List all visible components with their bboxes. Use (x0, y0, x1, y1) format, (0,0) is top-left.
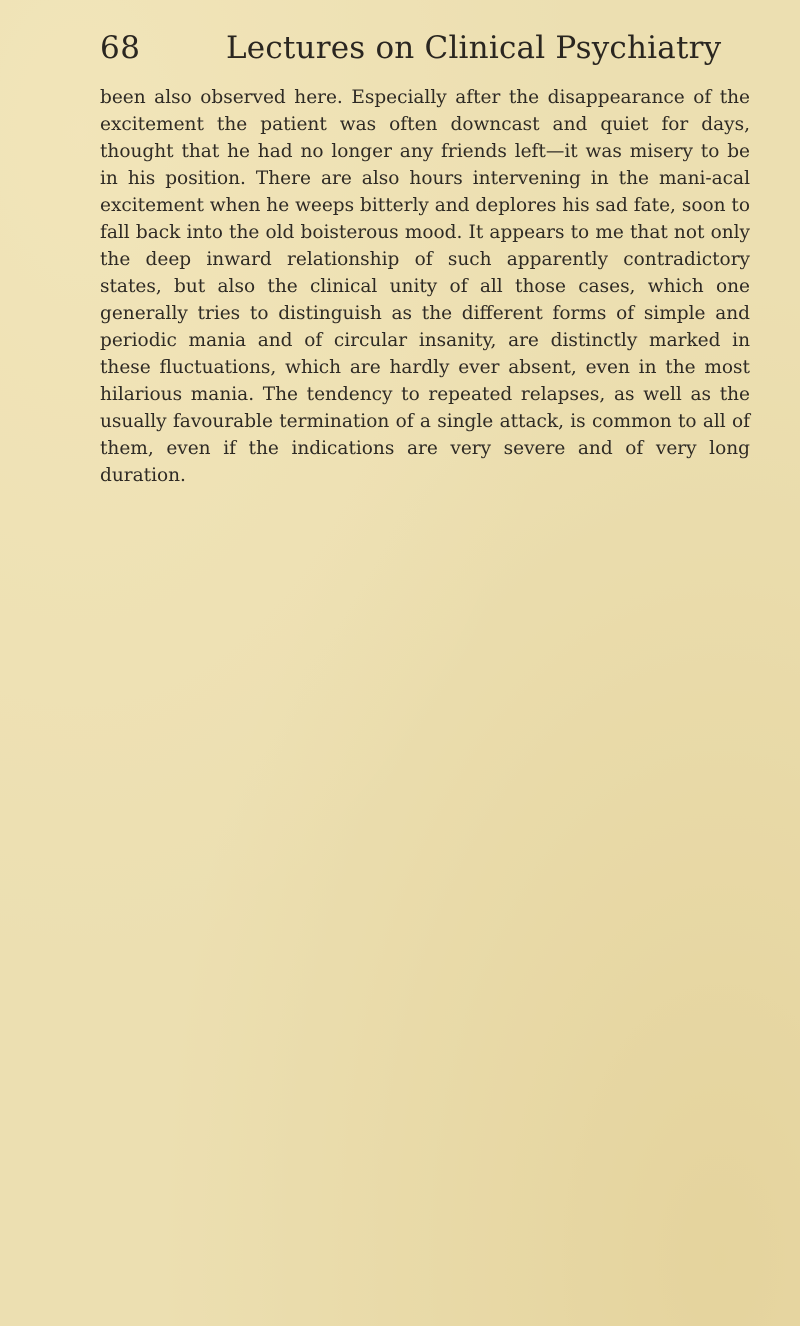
paragraph: been also observed here. Especially after the disappearance of the excitement the patient was often downcast and quiet for days, thought that he had no longer any friends left—it was misery to be in his position. There are also hours intervening in the mani-acal excitement when he weeps bitterly and deplores his sad fate, soon to fall back into the old boisterous mood. It appears to me that not only the deep inward relationship of such apparently contradictory states, but also the clinical unity of all those cases, which one generally tries to distinguish as the different forms of simple and periodic mania and of circular insanity, are distinctly marked in these fluctuations, which are hardly ever absent, even in the most hilarious mania. The tendency to repeated relapses, as well as the usually favourable termination of a single attack, is common to all of them, even if the indications are very severe and of very long duration. (100, 87, 750, 486)
book-title: Lectures on Clinical Psychiatry (226, 30, 722, 66)
running-head (100, 26, 722, 76)
body-text (100, 84, 750, 489)
page-number: 68 (100, 30, 141, 66)
